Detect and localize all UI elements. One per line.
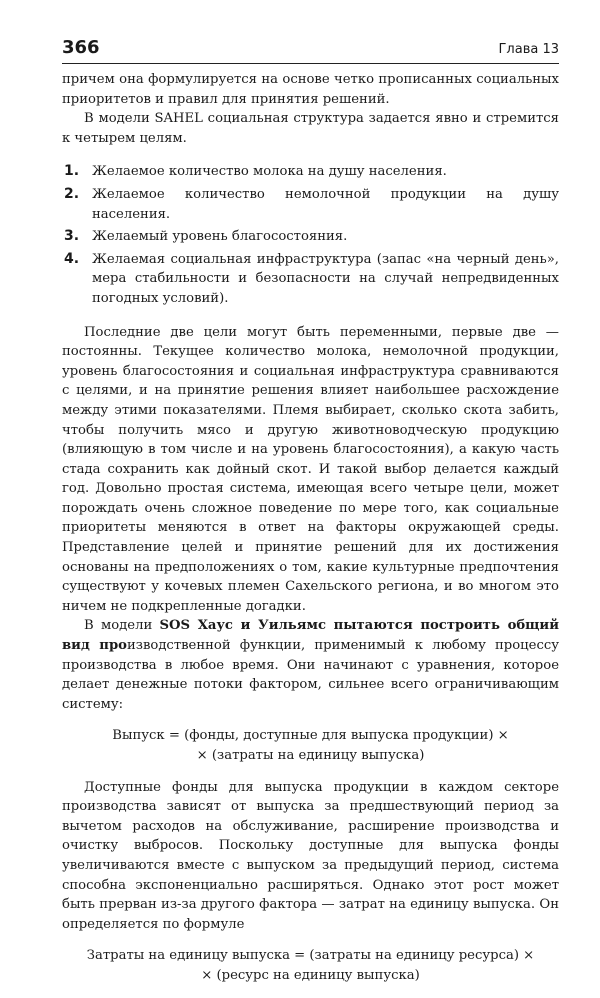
page-header bbox=[62, 38, 559, 64]
list-item: 4. Желаемая социальная инфраструктура (запас «на черный день», мера стабильности и безопасности на случай непредвиденных погодных условий). bbox=[64, 250, 559, 306]
paragraph-sahel-intro: В модели SAHEL социальная структура задается явно и стремится к четырем целям. bbox=[62, 111, 559, 146]
paragraph-funds: Доступные фонды для выпуска продукции в каждом секторе производства зависят от выпуска за предшествующий период за вычетом расходов на обслуживание, расширение производства и очистку выбросов. Поскольку доступные для выпуска фонды увеличиваются вместе с выпуском за предыдущий период, система способна экспоненциально расширяться. Однако этот рост может быть прерван из-за другого фактора — затрат на единицу выпуска. Он определяется по формуле bbox=[62, 779, 559, 932]
list-item: 2. Желаемое количество немолочной продукции на душу населения. bbox=[64, 185, 559, 222]
page-number: 366 bbox=[62, 37, 100, 58]
paragraph-goals-discussion: Последние две цели могут быть переменными, первые две — постоянны. Текущее количество молока, немолочной продукции, уровень благосостояния и социальная инфраструктура сравниваются с целями, и на принятие решения влияет наибольшее расхождение между этими показателями. Племя выбирает, сколько скота забить, чтобы получить мясо и другую животноводческую продукцию (влияющую в том числе и на уровень благосостояния), а какую часть стада сохранить как дойный скот. И такой выбор делается каждый год. Довольно простая система, имеющая всего четыре цели, может порождать очень сложное поведение по мере того, как социальные приоритеты меняются в ответ на факторы окружающей среды. Представление целей и принятие решений для их достижения основаны на предположениях о том, какие культурные предпочтения существуют у кочевых племен Сахельского региона, и во многом это ничем не подкрепленные догадки. bbox=[62, 324, 559, 614]
formula-costs: Затраты на единицу выпуска = (затраты на единицу ресурса) × × (ресурс на единицу выпуска) bbox=[86, 948, 535, 983]
list-item: 3. Желаемый уровень благосостояния. bbox=[64, 228, 348, 245]
formula-output: Выпуск = (фонды, доступные для выпуска продукции) × × (затраты на единицу выпуска) bbox=[112, 728, 509, 763]
paragraph-sos-model: В модели SOS Хаус и Уильямс пытаются построить общий вид производственной функции, применимый к любому процессу производства в любое время. Они начинают с уравнения, которое делает денежные потоки фактором, сильнее всего ограничивающим систему: bbox=[62, 618, 559, 712]
paragraph-continuation: причем она формулируется на основе четко прописанных социальных приоритетов и правил для принятия решений. bbox=[62, 72, 559, 107]
chapter-title: Глава 13 bbox=[498, 42, 559, 57]
book-page bbox=[62, 38, 559, 998]
goals-list bbox=[62, 162, 559, 308]
list-item: 1. Желаемое количество молока на душу населения. bbox=[64, 163, 447, 180]
